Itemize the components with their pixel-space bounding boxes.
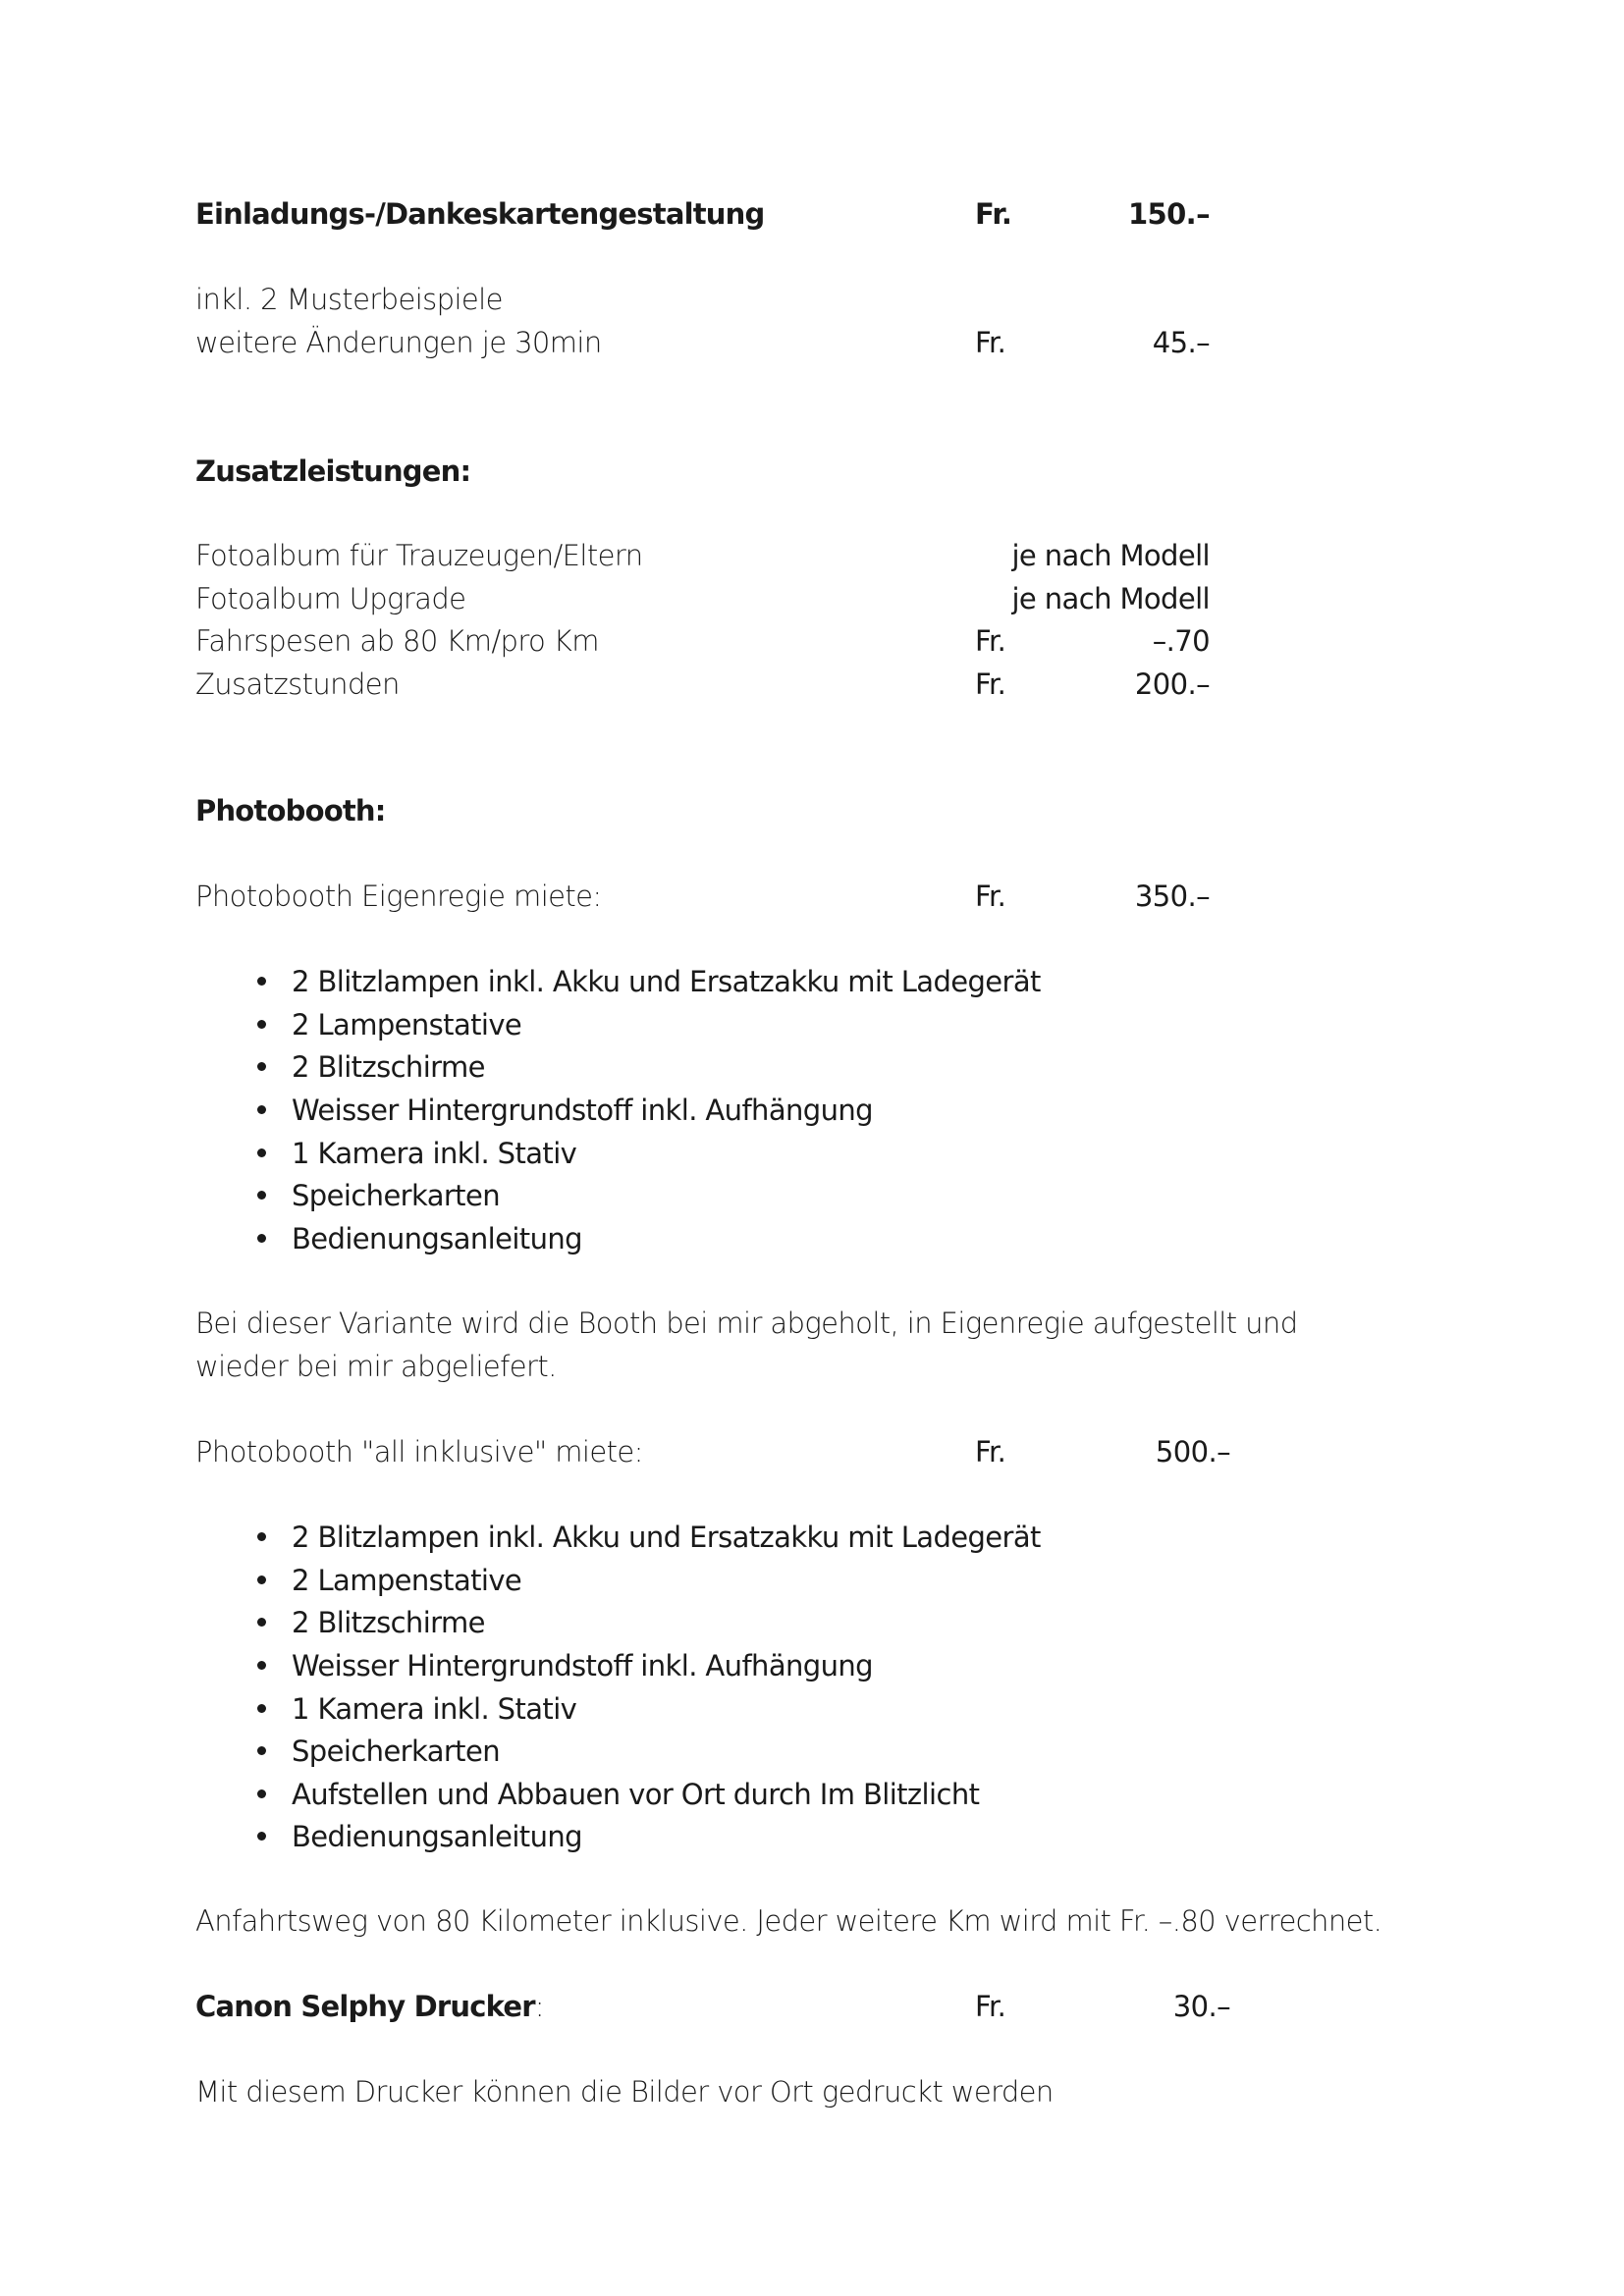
zusatz-item-currency: Fr. — [975, 624, 1006, 658]
zusatz-item-label: Zusatzstunden — [195, 667, 400, 701]
bullet-icon — [257, 1148, 266, 1157]
bullet-icon — [257, 1704, 266, 1713]
list-item: Weisser Hintergrundstoff inkl. Aufhängung — [292, 1649, 873, 1682]
list-item: 2 Lampenstative — [292, 1008, 522, 1041]
karten-aenderungen-currency: Fr. — [975, 326, 1006, 359]
eigenregie-currency: Fr. — [975, 880, 1006, 913]
list-item: 2 Blitzschirme — [292, 1606, 485, 1639]
bullet-icon — [257, 1575, 266, 1584]
list-item: Aufstellen und Abbauen vor Ort durch Im Blitzlicht — [292, 1778, 980, 1811]
eigenregie-label: Photobooth Eigenregie miete: — [195, 880, 602, 913]
zusatz-heading: Zusatzleistungen: — [195, 454, 471, 488]
eigenregie-note-line1: Bei dieser Variante wird die Booth bei mir abgeholt, in Eigenregie aufgestellt und — [195, 1307, 1298, 1340]
bullet-icon — [257, 1234, 266, 1243]
anfahrt-note: Anfahrtsweg von 80 Kilometer inklusive. Jeder weitere Km wird mit Fr. –.80 verrechnet. — [195, 1904, 1382, 1938]
bullet-icon — [257, 1789, 266, 1798]
zusatz-item-price: 200.– — [1134, 667, 1210, 701]
list-item: 1 Kamera inkl. Stativ — [292, 1692, 577, 1726]
zusatz-item-label: Fotoalbum Upgrade — [195, 582, 466, 615]
bullet-icon — [257, 1532, 266, 1541]
list-item: Weisser Hintergrundstoff inkl. Aufhängung — [292, 1094, 873, 1127]
drucker-colon: : — [534, 1990, 544, 2023]
list-item: 2 Blitzlampen inkl. Akku und Ersatzakku mit Ladegerät — [292, 965, 1041, 998]
bullet-icon — [257, 1105, 266, 1114]
karten-aenderungen-text: weitere Änderungen je 30min — [195, 326, 602, 359]
bullet-icon — [257, 1618, 266, 1627]
allinklusive-price: 500.– — [1155, 1435, 1230, 1468]
bullet-icon — [257, 1062, 266, 1071]
zusatz-item-price: je nach Modell — [1011, 539, 1210, 572]
allinklusive-currency: Fr. — [975, 1435, 1006, 1468]
eigenregie-price: 350.– — [1134, 880, 1210, 913]
list-item: Bedienungsanleitung — [292, 1222, 582, 1255]
drucker-currency: Fr. — [975, 1990, 1006, 2023]
karten-heading: Einladungs-/Dankeskartengestaltung — [195, 197, 765, 231]
list-item: 2 Blitzlampen inkl. Akku und Ersatzakku mit Ladegerät — [292, 1521, 1041, 1554]
eigenregie-note-line2: wieder bei mir abgeliefert. — [195, 1350, 557, 1383]
karten-aenderungen-price: 45.– — [1152, 326, 1210, 359]
bullet-icon — [257, 977, 266, 986]
zusatz-item-currency: Fr. — [975, 667, 1006, 701]
bullet-icon — [257, 1832, 266, 1841]
karten-inklusive-text: inkl. 2 Musterbeispiele — [195, 283, 503, 316]
bullet-icon — [257, 1746, 266, 1755]
drucker-note: Mit diesem Drucker können die Bilder vor Ort gedruckt werden — [195, 2075, 1054, 2109]
bullet-icon — [257, 1661, 266, 1670]
bullet-icon — [257, 1191, 266, 1200]
list-item: 2 Lampenstative — [292, 1564, 522, 1597]
drucker-title: Canon Selphy Drucker — [195, 1990, 535, 2023]
zusatz-item-price: je nach Modell — [1011, 582, 1210, 615]
karten-currency: Fr. — [975, 197, 1012, 231]
photobooth-heading: Photobooth: — [195, 794, 386, 828]
zusatz-item-label: Fotoalbum für Trauzeugen/Eltern — [195, 539, 643, 572]
drucker-heading — [195, 1987, 544, 2026]
zusatz-item-label: Fahrspesen ab 80 Km/pro Km — [195, 624, 599, 658]
list-item: 2 Blitzschirme — [292, 1050, 485, 1084]
drucker-price: 30.– — [1172, 1990, 1230, 2023]
list-item: Bedienungsanleitung — [292, 1820, 582, 1853]
list-item: 1 Kamera inkl. Stativ — [292, 1137, 577, 1170]
karten-price: 150.– — [1127, 197, 1210, 231]
list-item: Speicherkarten — [292, 1735, 500, 1768]
bullet-icon — [257, 1020, 266, 1029]
list-item: Speicherkarten — [292, 1179, 500, 1212]
allinklusive-label: Photobooth "all inklusive" miete: — [195, 1435, 643, 1468]
zusatz-item-price: –.70 — [1152, 624, 1210, 658]
